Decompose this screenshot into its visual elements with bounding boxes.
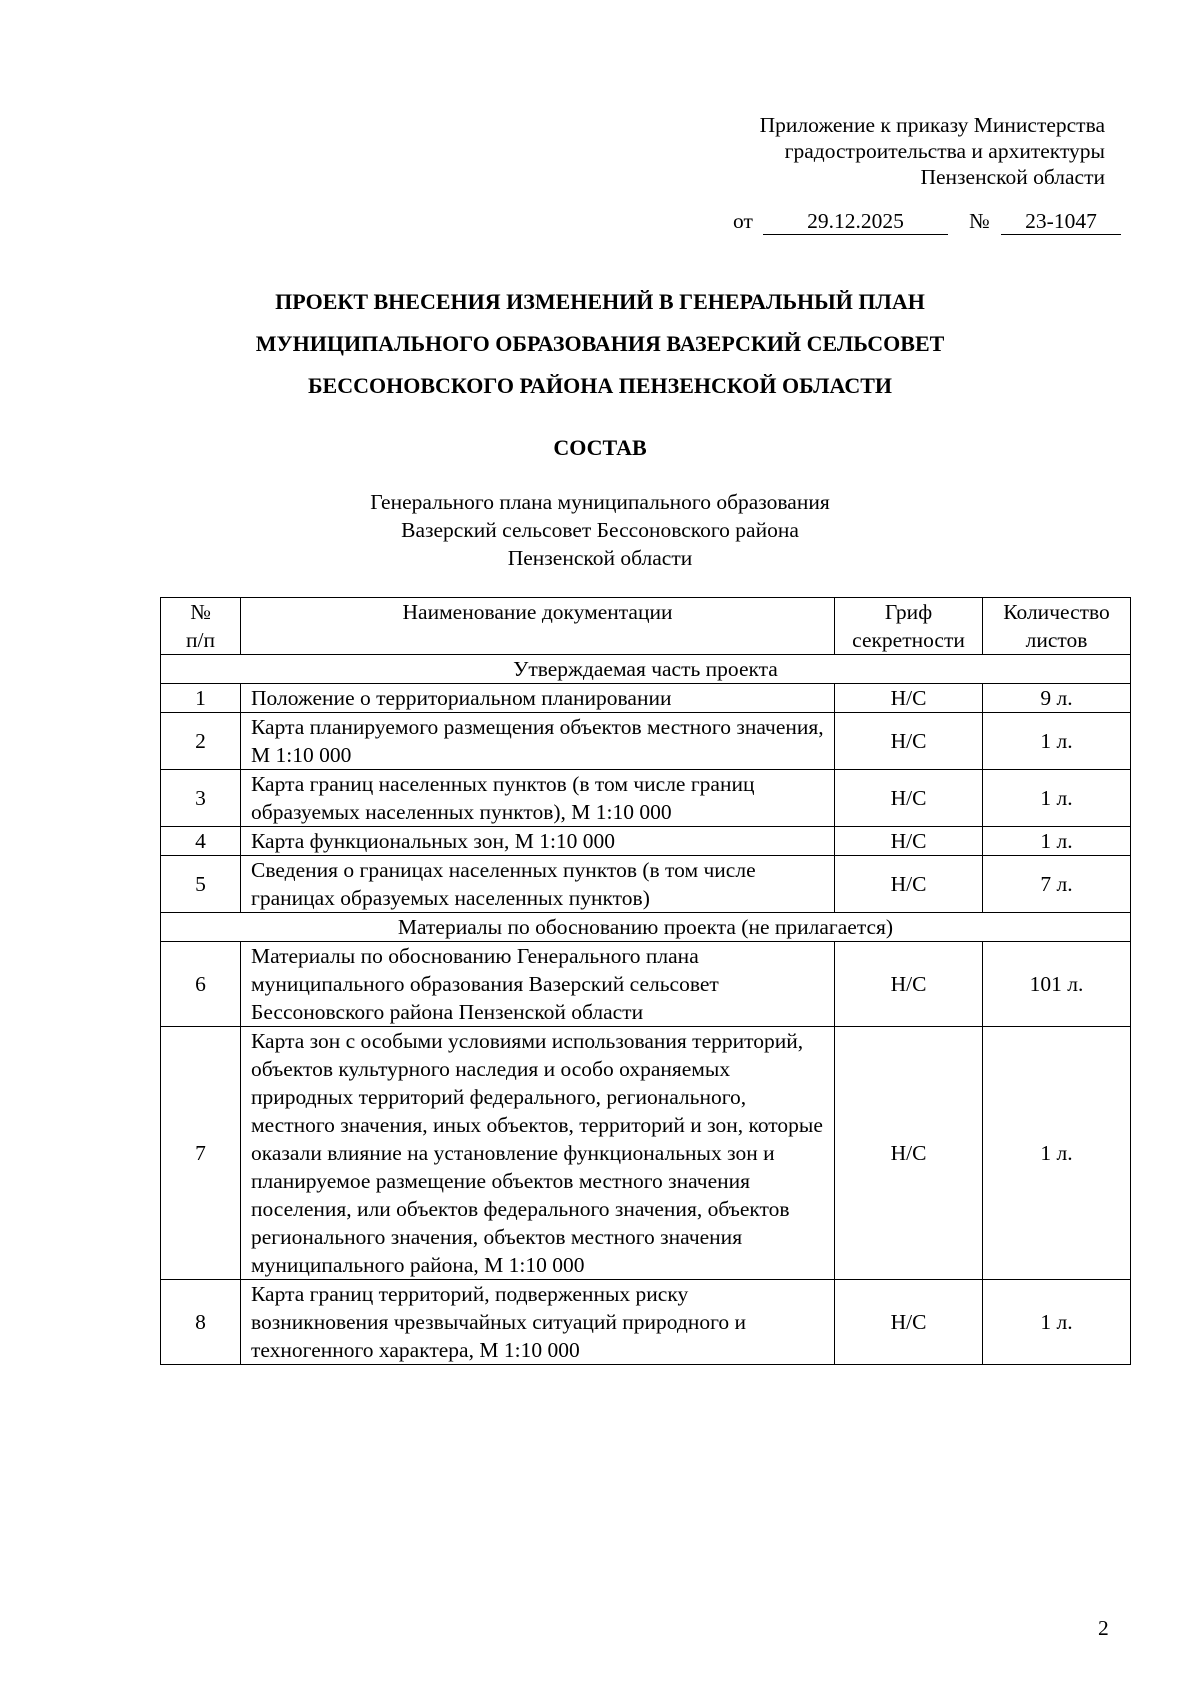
document-title <box>0 281 1200 407</box>
row-grif: Н/С <box>835 1280 983 1365</box>
header-number-line1: № <box>190 600 211 624</box>
title-line-3: БЕССОНОВСКОГО РАЙОНА ПЕНЗЕНСКОЙ ОБЛАСТИ <box>308 373 892 398</box>
row-grif: Н/С <box>835 770 983 827</box>
appendix-line-2: градостроительства и архитектуры <box>784 139 1105 163</box>
intro-line-1: Генерального плана муниципального образования <box>370 490 830 514</box>
row-sheets: 1 л. <box>983 770 1131 827</box>
row-name: Сведения о границах населенных пунктов (в том числе границах образуемых населенных пунктов) <box>241 856 835 913</box>
row-number: 3 <box>161 770 241 827</box>
row-grif: Н/С <box>835 856 983 913</box>
order-number: 23-1047 <box>1001 208 1121 235</box>
row-number: 5 <box>161 856 241 913</box>
appendix-line-1: Приложение к приказу Министерства <box>759 113 1105 137</box>
header-grif-line1: Гриф <box>884 600 933 624</box>
intro-text <box>0 488 1200 572</box>
row-number: 4 <box>161 827 241 856</box>
table-header-row <box>161 598 1131 655</box>
number-prefix: № <box>969 209 990 233</box>
row-name: Карта границ территорий, подверженных риску возникновения чрезвычайных ситуаций природного и техногенного характера, М 1:10 000 <box>241 1280 835 1365</box>
table-row <box>161 770 1131 827</box>
row-name: Материалы по обоснованию Генерального плана муниципального образования Вазерский сельсовет Бессоновского района Пензенской области <box>241 942 835 1027</box>
header-count-line2: листов <box>1025 628 1088 652</box>
row-grif: Н/С <box>835 684 983 713</box>
row-sheets: 1 л. <box>983 1027 1131 1280</box>
row-number: 6 <box>161 942 241 1027</box>
table-row <box>161 1280 1131 1365</box>
section-title: СОСТАВ <box>553 435 647 460</box>
row-sheets: 1 л. <box>983 827 1131 856</box>
appendix-line-3: Пензенской области <box>920 165 1105 189</box>
title-line-1: ПРОЕКТ ВНЕСЕНИЯ ИЗМЕНЕНИЙ В ГЕНЕРАЛЬНЫЙ ПЛАН <box>275 289 925 314</box>
intro-line-2: Вазерский сельсовет Бессоновского района <box>401 518 799 542</box>
row-number: 1 <box>161 684 241 713</box>
header-count-line1: Количество <box>1003 600 1110 624</box>
intro-line-3: Пензенской области <box>507 546 693 570</box>
header-grif-line2: секретности <box>852 628 965 652</box>
composition-table <box>160 597 1131 1365</box>
table-row <box>161 684 1131 713</box>
row-grif: Н/С <box>835 1027 983 1280</box>
row-name: Карта планируемого размещения объектов местного значения, М 1:10 000 <box>241 713 835 770</box>
table-row <box>161 713 1131 770</box>
header-number <box>161 598 241 655</box>
table-row <box>161 942 1131 1027</box>
row-name: Карта зон с особыми условиями использования территорий, объектов культурного наследия и особо охраняемых природных территорий федерального, регионального, местного значения, иных объектов, территорий и зон, которые оказали влияние на установление функциональных зон и планируемое размещение объектов местного значения поселения, или объектов федерального значения, объектов регионального значения, объектов местного значения муниципального района, М 1:10 000 <box>241 1027 835 1280</box>
row-grif: Н/С <box>835 942 983 1027</box>
row-number: 2 <box>161 713 241 770</box>
page-number: 2 <box>1098 1616 1109 1640</box>
section-justification: Материалы по обоснованию проекта (не прилагается) <box>161 913 1131 942</box>
header-count <box>983 598 1131 655</box>
section-approved: Утверждаемая часть проекта <box>161 655 1131 684</box>
header-grif <box>835 598 983 655</box>
date-prefix: от <box>733 209 753 233</box>
section-row <box>161 913 1131 942</box>
row-grif: Н/С <box>835 713 983 770</box>
row-number: 7 <box>161 1027 241 1280</box>
appendix-header <box>760 112 1105 190</box>
row-sheets: 1 л. <box>983 713 1131 770</box>
row-sheets: 1 л. <box>983 1280 1131 1365</box>
order-date-number <box>733 208 1133 238</box>
row-sheets: 7 л. <box>983 856 1131 913</box>
title-line-2: МУНИЦИПАЛЬНОГО ОБРАЗОВАНИЯ ВАЗЕРСКИЙ СЕЛЬСОВЕТ <box>255 331 945 356</box>
table-row <box>161 1027 1131 1280</box>
order-date: 29.12.2025 <box>763 208 948 235</box>
row-sheets: 9 л. <box>983 684 1131 713</box>
row-name: Карта границ населенных пунктов (в том числе границ образуемых населенных пунктов), М 1:10 000 <box>241 770 835 827</box>
row-name: Карта функциональных зон, М 1:10 000 <box>241 827 835 856</box>
row-name: Положение о территориальном планировании <box>241 684 835 713</box>
row-number: 8 <box>161 1280 241 1365</box>
table-row <box>161 856 1131 913</box>
header-name: Наименование документации <box>241 598 835 655</box>
section-row <box>161 655 1131 684</box>
row-grif: Н/С <box>835 827 983 856</box>
row-sheets: 101 л. <box>983 942 1131 1027</box>
table-row <box>161 827 1131 856</box>
header-number-line2: п/п <box>186 628 215 652</box>
